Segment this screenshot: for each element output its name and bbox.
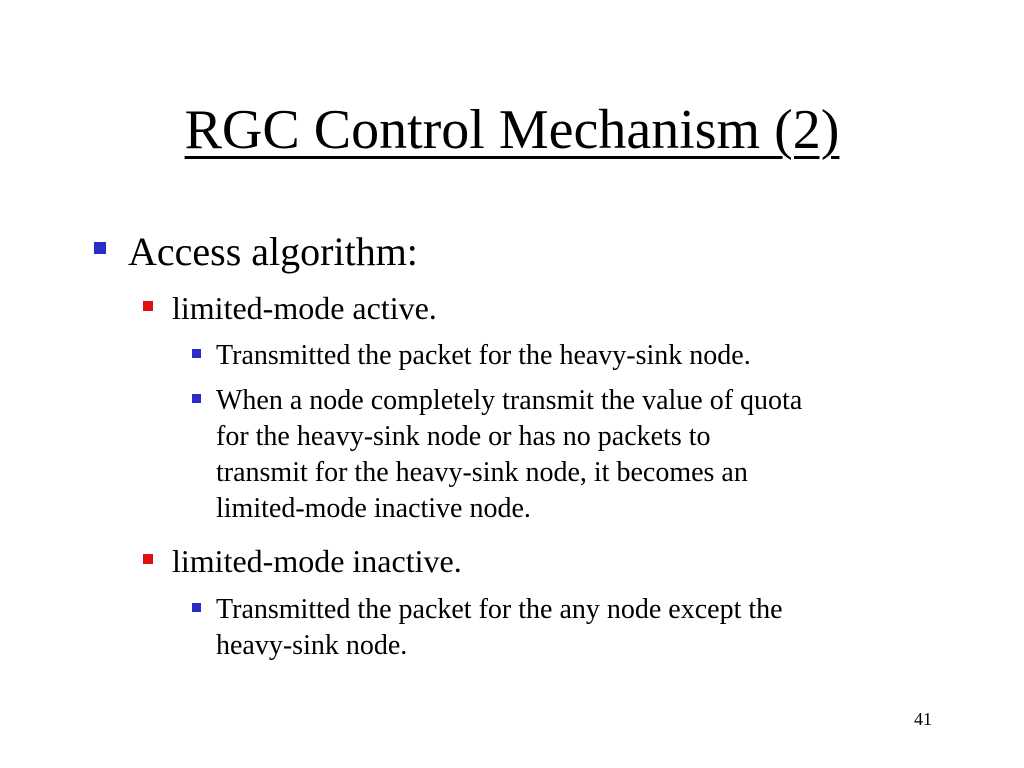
bullet-text-line: for the heavy-sink node or has no packets to xyxy=(216,421,711,452)
square-bullet-icon xyxy=(192,349,201,358)
bullet-text-line: Transmitted the packet for the any node except the xyxy=(216,594,783,625)
slide-title-text: RGC Control Mechanism (2) xyxy=(184,99,840,161)
bullet-transmit-any-node xyxy=(216,592,783,664)
slide-title xyxy=(0,98,1024,162)
bullet-node-becomes-inactive xyxy=(216,383,802,527)
square-bullet-icon xyxy=(192,394,201,403)
square-bullet-icon xyxy=(143,554,153,564)
bullet-text: Access algorithm: xyxy=(128,229,418,274)
square-bullet-icon xyxy=(192,603,201,612)
square-bullet-icon xyxy=(94,242,106,254)
bullet-text-line: heavy-sink node. xyxy=(216,630,408,661)
bullet-access-algorithm xyxy=(128,226,418,278)
bullet-text-line: limited-mode inactive node. xyxy=(216,493,531,524)
bullet-text-line: Transmitted the packet for the heavy-sink node. xyxy=(216,340,751,371)
bullet-text-line: When a node completely transmit the value of quota xyxy=(216,385,803,416)
bullet-text: limited-mode inactive. xyxy=(172,543,462,579)
square-bullet-icon xyxy=(143,301,153,311)
bullet-text: limited-mode active. xyxy=(172,290,437,326)
page-number: 41 xyxy=(914,709,932,729)
bullet-transmit-heavy-sink xyxy=(216,338,751,374)
bullet-text-line: transmit for the heavy-sink node, it becomes an xyxy=(216,457,748,488)
bullet-limited-mode-inactive xyxy=(172,541,462,581)
bullet-limited-mode-active xyxy=(172,288,437,328)
